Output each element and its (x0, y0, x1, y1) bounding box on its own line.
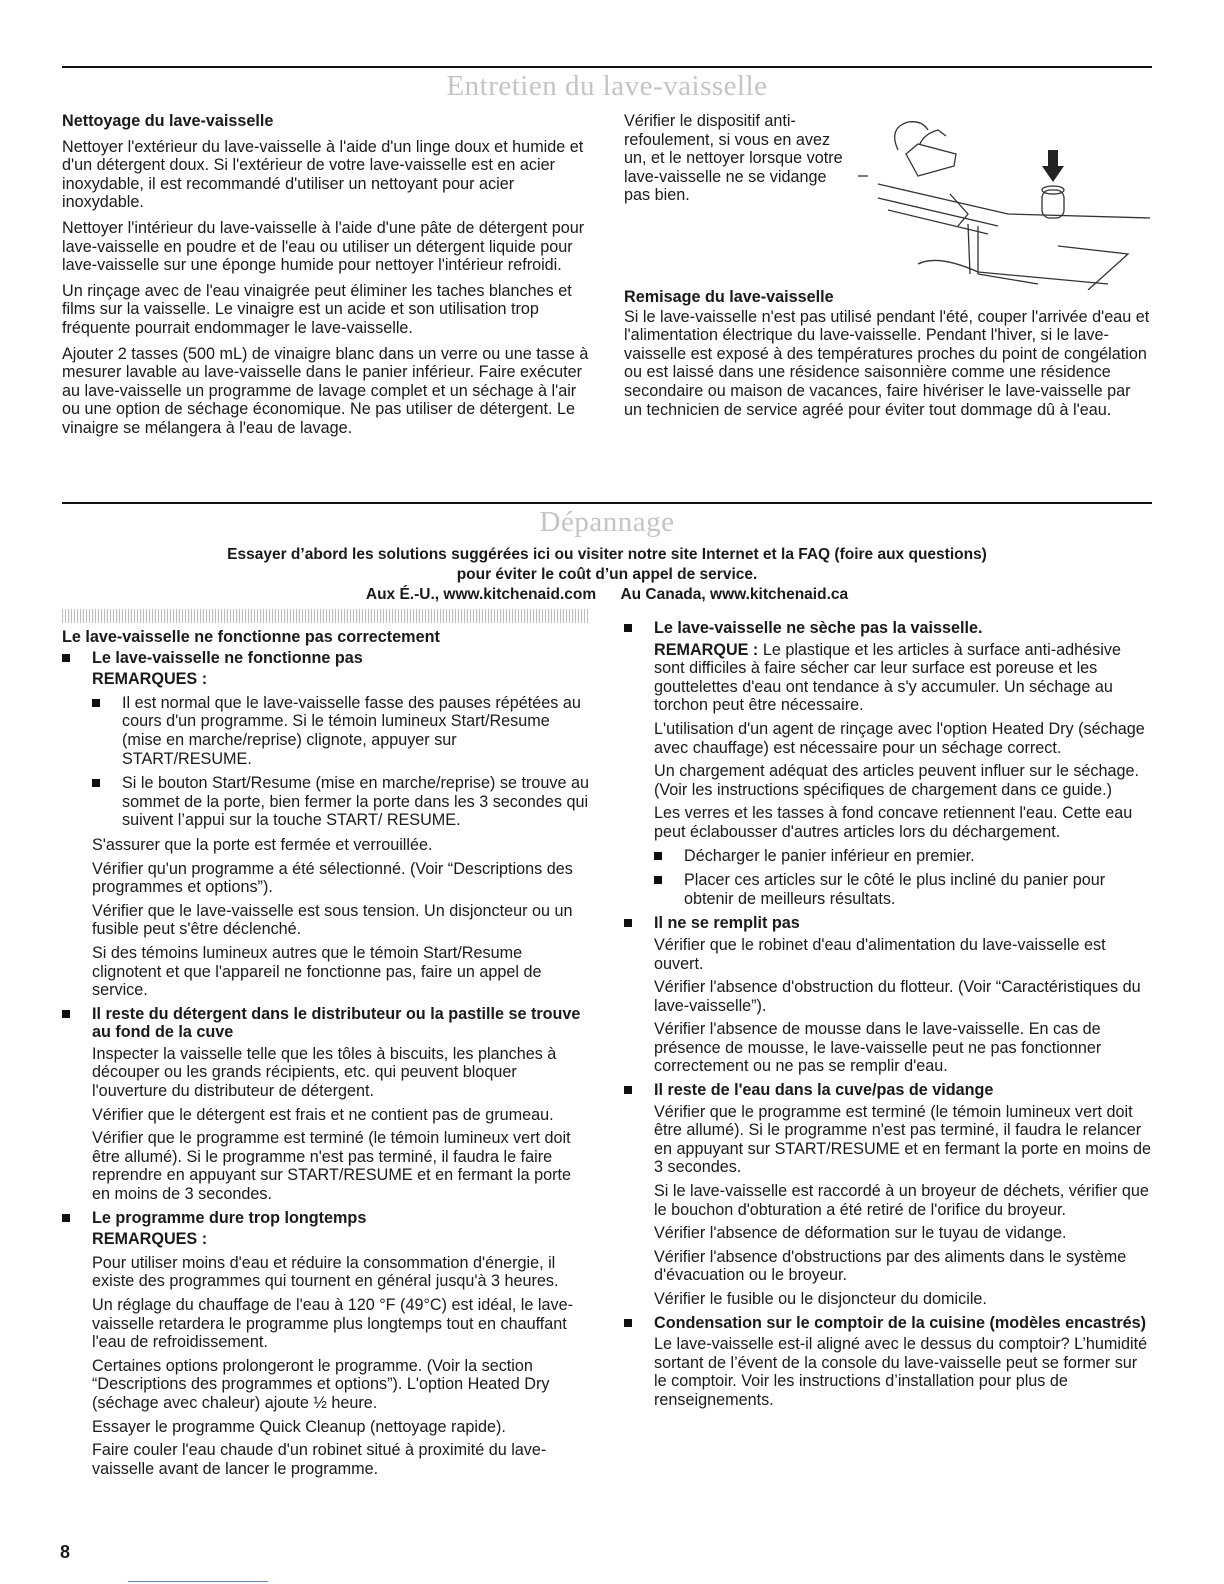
down-arrow-icon (1042, 150, 1064, 182)
problem-item: Il reste de l'eau dans la cuve/pas de vidange (624, 1081, 1152, 1100)
paragraph: Vérifier l'absence d'obstruction du flotteur. (Voir “Caractéristiques du lave-vaisselle”). (654, 978, 1141, 1015)
troubleshooting-left-column (62, 628, 590, 1483)
section-title-maintenance: Entretien du lave-vaisselle (446, 70, 768, 102)
tip-item: Décharger le panier inférieur en premier. (654, 847, 1152, 866)
note-item: Il est normal que le lave-vaisselle fasse des pauses répétées au cours d'un programme. Si le témoin lumineux Start/Resume (mise en marche/reprise) clignote, appuyer sur START/RESUME. (92, 694, 590, 768)
paragraph: Un rinçage avec de l'eau vinaigrée peut éliminer les taches blanches et films sur la vaisselle. Le vinaigre est un acide et son utilisation trop fréquente pourrait endommager le lave-vaisselle. (62, 281, 572, 337)
top-rule (62, 66, 1152, 68)
section-title-troubleshooting: Dépannage (539, 506, 675, 538)
paragraph: Vérifier qu'un programme a été sélectionné. (Voir “Descriptions des programmes et options”). (92, 859, 573, 897)
paragraph: Pour utiliser moins d'eau et réduire la consommation d'énergie, il existe des programmes qui tournent en général jusqu'à 3 heures. (92, 1253, 559, 1291)
hatched-divider (62, 609, 590, 623)
left-heading: Le lave-vaisselle ne fonctionne pas correctement (62, 628, 440, 646)
paragraph: Vérifier le fusible ou le disjoncteur du domicile. (654, 1290, 987, 1308)
paragraph: Vérifier que le détergent est frais et ne contient pas de grumeau. (92, 1105, 554, 1124)
air-gap-illustration (858, 114, 1150, 290)
paragraph: Inspecter la vaisselle telle que les tôles à biscuits, les planches à découper ou les grands récipients, etc. qui peuvent bloquer l'ouverture du distributeur de détergent. (92, 1044, 557, 1101)
paragraph: Si le lave-vaisselle est raccordé à un broyeur de déchets, vérifier que le bouchon d'obturation a été retiré de l'orifice du broyeur. (654, 1182, 1149, 1219)
paragraph: Nettoyer l'intérieur du lave-vaisselle à l'aide d'une pâte de détergent pour lave-vaisselle en poudre et de l'eau ou utiliser un détergent liquide pour lave-vaisselle sur une éponge humide pour nettoyer l'intérieur refroidi. (62, 218, 585, 275)
paragraph: Un chargement adéquat des articles peuvent influer sur le séchage. (Voir les instructions spécifiques de chargement dans ce guide.) (654, 762, 1140, 799)
problem-item: Il ne se remplit pas (624, 914, 1152, 933)
paragraph: Vérifier l'absence d'obstructions par des aliments dans le système d'évacuation ou le broyeur. (654, 1247, 1127, 1285)
paragraph: Vérifier que le programme est terminé (le témoin lumineux vert doit être allumé). Si le programme n'est pas terminé, il faudra le relancer en appuyant sur START/RESUME et en fermant la porte en moins de 3 secondes. (654, 1102, 1151, 1177)
paragraph: Essayer le programme Quick Cleanup (nettoyage rapide). (92, 1417, 506, 1436)
paragraph: Vérifier que le programme est terminé (le témoin lumineux vert doit être allumé). Si le programme n'est pas terminé, il faudra le faire reprendre en appuyant sur START/RESUME et en fermant la porte en moins de 3 secondes. (92, 1129, 571, 1204)
url-us-link[interactable]: Aux É.-U., www.kitchenaid.com (365, 586, 597, 603)
problem-item: Le lave-vaisselle ne sèche pas la vaisselle. (624, 619, 1152, 638)
paragraph: Vérifier que le robinet d'eau d'alimentation du lave-vaisselle est ouvert. (654, 935, 1106, 973)
paragraph: L'utilisation d'un agent de rinçage avec l'option Heated Dry (séchage avec chauffage) est nécessaire pour un séchage correct. (654, 719, 1145, 757)
troubleshooting-right-column (624, 617, 1152, 1415)
tip-item: Placer ces articles sur le côté le plus incliné du panier pour obtenir de meilleurs résultats. (654, 871, 1152, 908)
paragraph: Certaines options prolongeront le programme. (Voir la section “Descriptions des programmes et options”). L'option Heated Dry (séchage avec chaleur) ajoute ½ heure. (92, 1356, 550, 1412)
section-rule (62, 502, 1152, 504)
paragraph: Si des témoins lumineux autres que le témoin Start/Resume clignotent et que l'appareil ne fonctionne pas, faire un appel de service. (92, 943, 542, 1000)
cleaning-heading: Nettoyage du lave-vaisselle (62, 112, 274, 130)
paragraph: Ajouter 2 tasses (500 mL) de vinaigre blanc dans un verre ou une tasse à mesurer lavable au lave-vaisselle dans le panier inférieur. Faire exécuter au lave-vaisselle un programme de lavage complet et un séchage à l'air ou une option de séchage économique. Ne pas utiliser de détergent. Le vinaigre se mélangera à l'eau de lavage. (62, 344, 589, 437)
problem-item: Il reste du détergent dans le distributeur ou la pastille se trouve au fond de la cuve (62, 1005, 590, 1042)
storage-heading: Remisage du lave-vaisselle (624, 288, 834, 306)
intro-line: pour éviter le coût d’un appel de service. (456, 566, 758, 583)
paragraph: Vérifier l'absence de déformation sur le tuyau de vidange. (654, 1224, 1067, 1243)
paragraph: Nettoyer l'extérieur du lave-vaisselle à l'aide d'un linge doux et humide et d'un détergent doux. Si l'extérieur de votre lave-vaisselle est en acier inoxydable, il est recommandé d'utiliser un nettoyant pour acier inoxydable. (62, 137, 584, 212)
remarks-label: REMARQUES : (92, 670, 208, 689)
airgap-text: Vérifier le dispositif anti-refoulement, si vous en avez un, et le nettoyer lorsque votre lave-vaisselle ne se vidange pas bien. (624, 112, 843, 205)
maintenance-left-column (62, 112, 590, 445)
remark-label: REMARQUE : (654, 640, 759, 659)
airgap-text-block (624, 112, 856, 212)
paragraph: Vérifier que le lave-vaisselle est sous tension. Un disjoncteur ou un fusible peut s'être déclenché. (92, 901, 573, 939)
troubleshooting-intro (62, 545, 1152, 605)
remark-paragraph (654, 641, 1152, 715)
faucet-handle (920, 130, 946, 144)
remarks-label: REMARQUES : (92, 1230, 208, 1249)
footer-line (128, 1581, 268, 1582)
paragraph: Vérifier l'absence de mousse dans le lave-vaisselle. En cas de présence de mousse, le lave-vaisselle peut ne pas fonctionner correctement ou ne pas se remplir d'eau. (654, 1020, 1102, 1076)
remark-text: Le plastique et les articles à surface anti-adhésive sont difficiles à faire sécher car leur surface est poreuse et les gouttelettes d'eau ont tendance à s'y accumuler. Un séchage au torchon peut être nécessaire. (654, 640, 1121, 715)
url-ca-link[interactable]: Au Canada, www.kitchenaid.ca (620, 586, 849, 603)
intro-urls (62, 585, 1152, 605)
storage-paragraph: Si le lave-vaisselle n'est pas utilisé pendant l'été, couper l'arrivée d'eau et l'alimentation électrique du lave-vaisselle. Pendant l'hiver, si le lave-vaisselle est exposé à des températures proches du point de congélation ou est laissé dans une résidence saisonnière comme une résidence secondaire ou maison de vacances, faire hivériser le lave-vaisselle par un technicien de service agréé pour éviter tout dommage dû à l'eau. (624, 307, 1150, 419)
page-number: 8 (60, 1542, 71, 1562)
paragraph: Un réglage du chauffage de l'eau à 120 °F (49°C) est idéal, le lave-vaisselle retardera le programme plus longtemps tout en chauffant l'eau de refroidissement. (92, 1296, 573, 1352)
problem-item: Le lave-vaisselle ne fonctionne pas (62, 649, 590, 668)
paragraph: Les verres et les tasses à fond concave retiennent l'eau. Cette eau peut éclabousser d'autres articles lors du déchargement. (654, 804, 1133, 841)
problem-item: Le programme dure trop longtemps (62, 1209, 590, 1228)
paragraph: S'assurer que la porte est fermée et verrouillée. (92, 835, 433, 854)
paragraph: Faire couler l'eau chaude d'un robinet situé à proximité du lave-vaisselle avant de lancer le programme. (92, 1441, 547, 1478)
problem-item: Condensation sur le comptoir de la cuisine (modèles encastrés) (624, 1314, 1152, 1333)
storage-block (624, 288, 1152, 426)
intro-line: Essayer d’abord les solutions suggérées ici ou visiter notre site Internet et la FAQ (foire aux questions) (227, 546, 987, 563)
paragraph: Le lave-vaisselle est-il aligné avec le dessus du comptoir? L’humidité sortant de l’évent de la console du lave-vaisselle peut se former sur le comptoir. Voir les instructions d’installation pour plus de renseignements. (654, 1335, 1148, 1409)
note-item: Si le bouton Start/Resume (mise en marche/reprise) se trouve au sommet de la porte, bien fermer la porte dans les 3 secondes qui suivent l’appui sur la touche START/ RESUME. (92, 774, 590, 830)
